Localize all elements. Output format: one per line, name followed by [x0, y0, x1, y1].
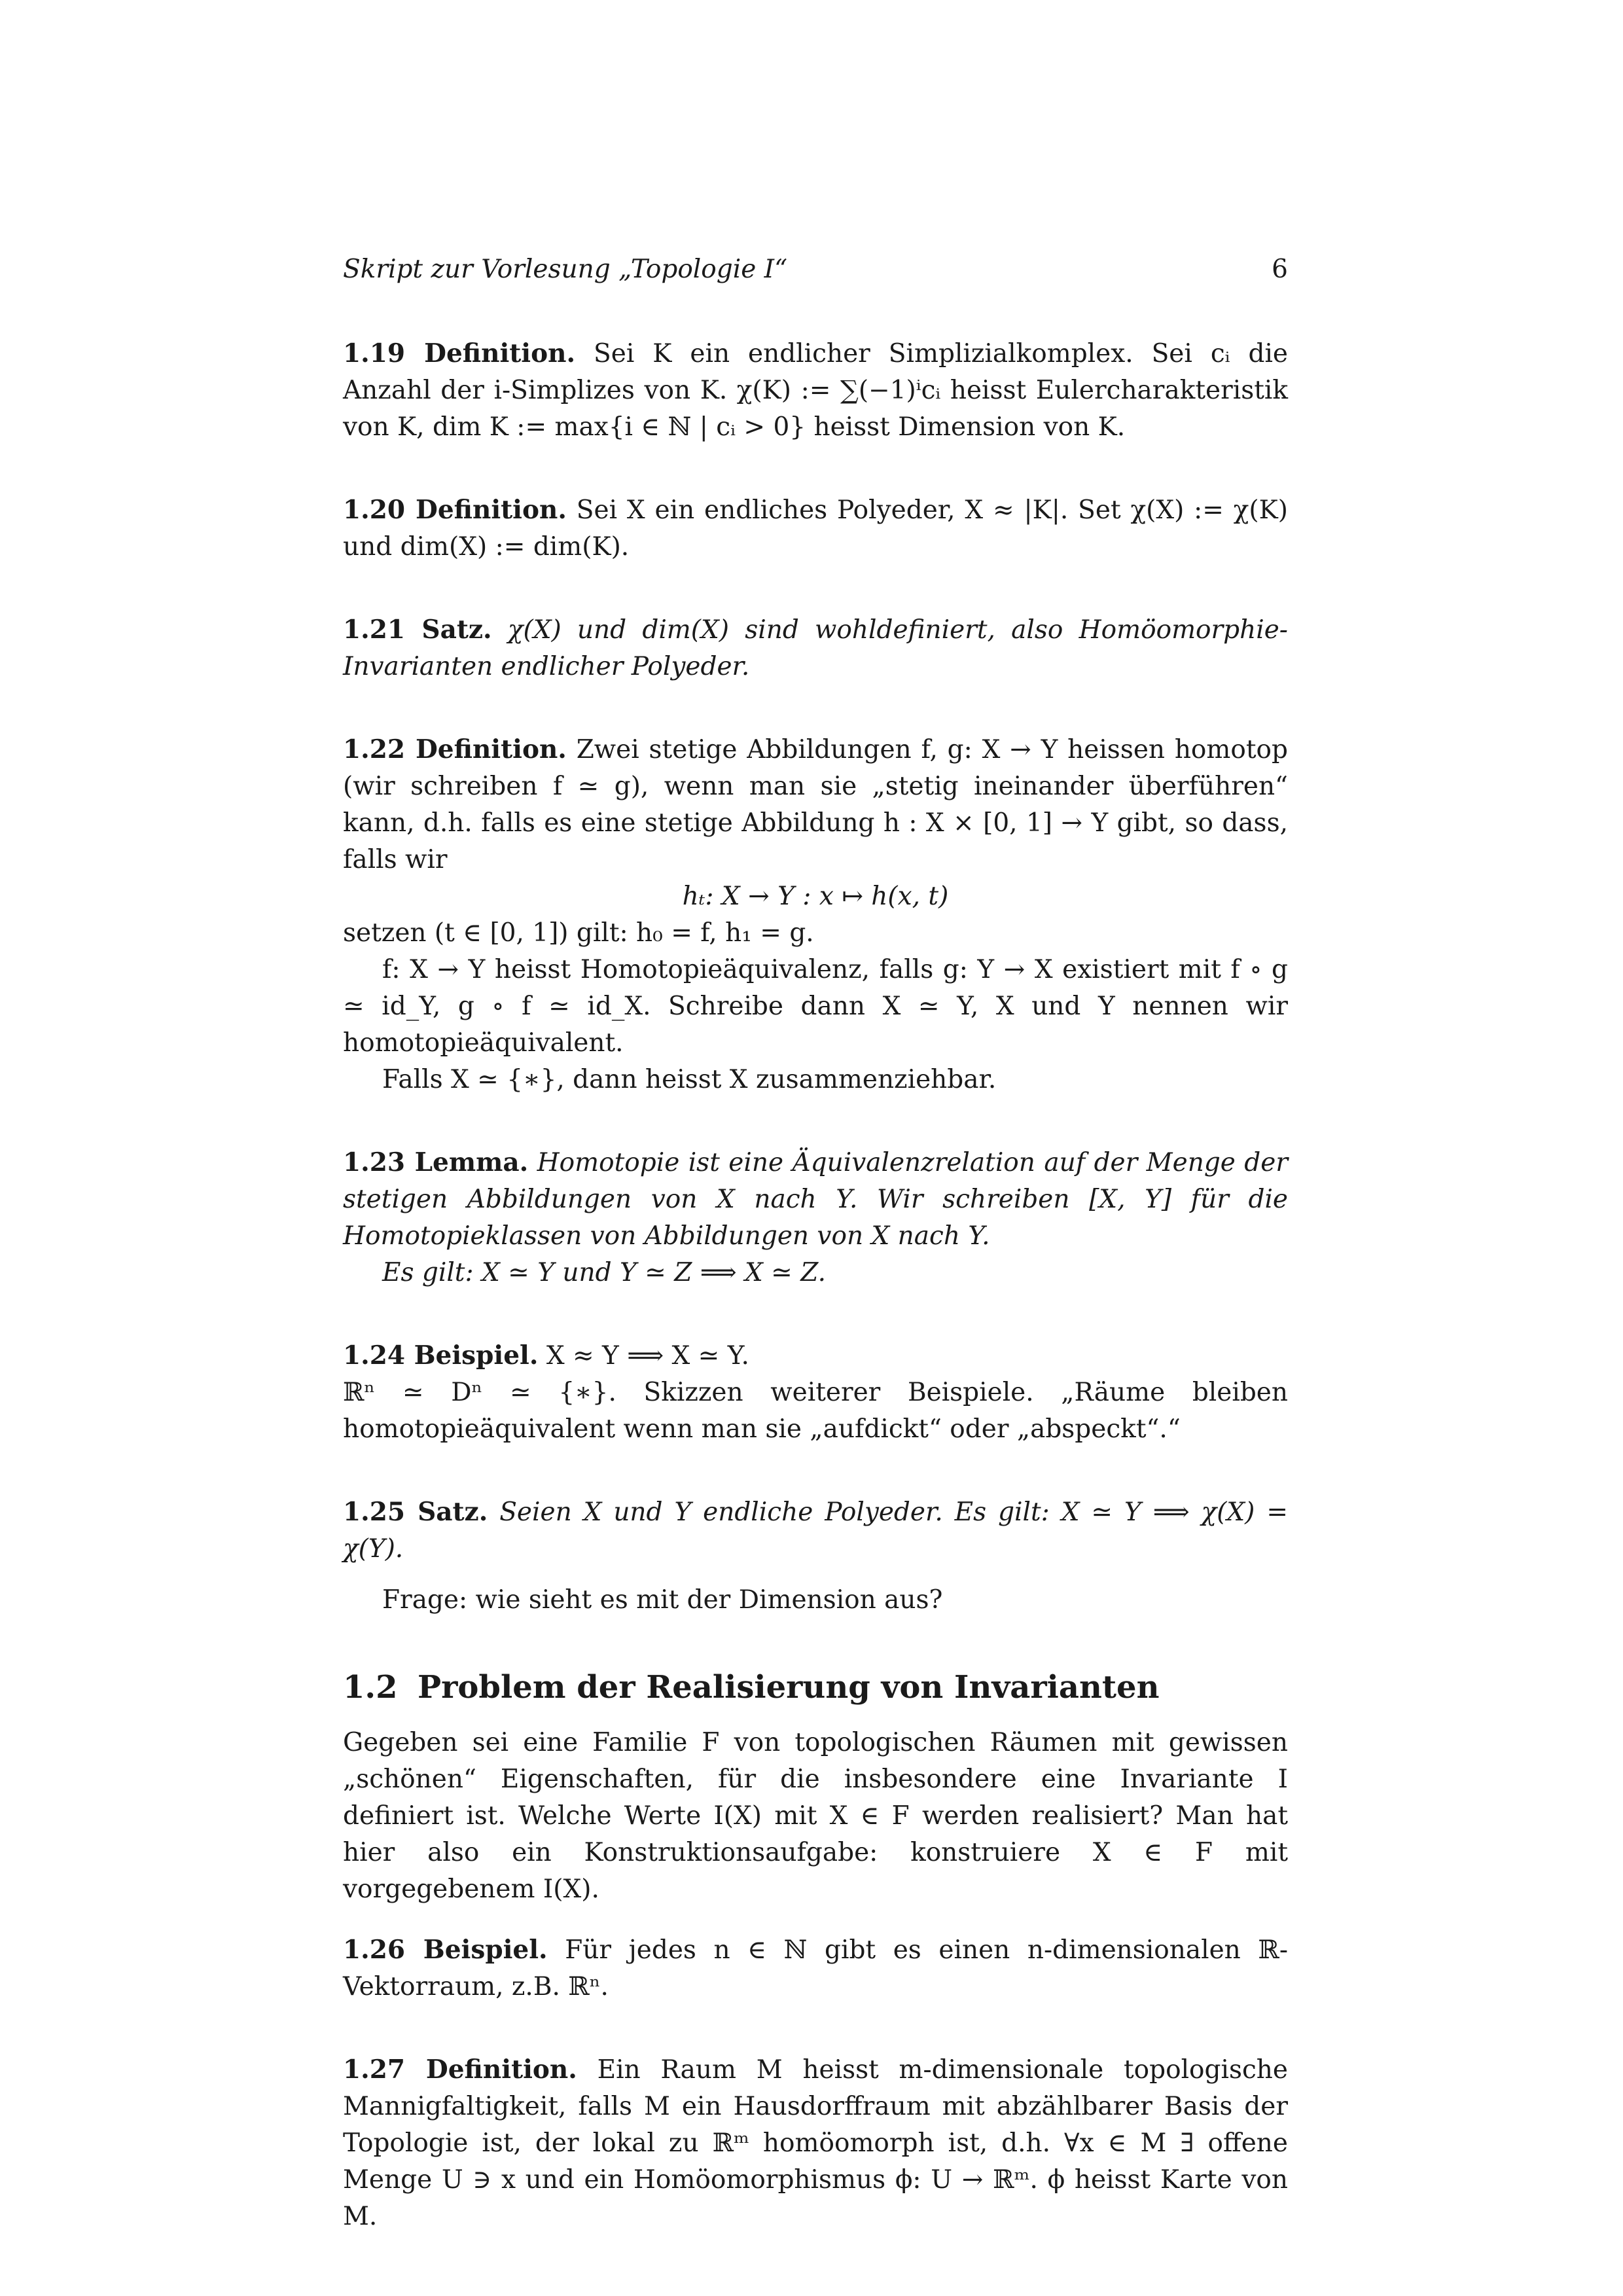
definition-1-22-text: Zwei stetige Abbildungen f, g: X → Y heissen homotop (wir schreiben f ≃ g), wenn man sie „stetig ineinander überführen“ kann, d.h. falls es eine stetige Abbildung h : X × [0, 1] → Y gibt, so dass, falls wir — [343, 735, 1288, 874]
lemma-1-23-para2: Es gilt: X ≃ Y und Y ≃ Z ⟹ X ≃ Z. — [382, 1258, 827, 1287]
beispiel-1-24-para2: ℝⁿ ≃ Dⁿ ≃ {∗}. Skizzen weiterer Beispiele. „Räume bleiben homotopieäquivalent wenn man sie „aufdickt“ oder „abspeckt“.“ — [343, 1378, 1288, 1444]
definition-1-22-para2: f: X → Y heisst Homotopieäquivalenz, falls g: Y → X existiert mit f ∘ g ≃ id_Y, g ∘ f ≃ id_X. Schreibe dann X ≃ Y, X und Y nennen wir homotopieäquivalent. — [343, 955, 1288, 1058]
satz-1-21 — [343, 611, 1288, 685]
definition-1-19-label: 1.19 Definition. — [343, 338, 576, 368]
lemma-1-23-text: Homotopie ist eine Äquivalenzrelation auf der Menge der stetigen Abbildungen von X nach Y. Wir schreiben [X, Y] für die Homotopieklassen von Abbildungen von X nach Y. — [343, 1148, 1288, 1251]
satz-1-25-text: Seien X und Y endliche Polyeder. Es gilt: X ≃ Y ⟹ χ(X) = χ(Y). — [343, 1498, 1288, 1564]
beispiel-1-24-text: X ≈ Y ⟹ X ≃ Y. — [546, 1341, 749, 1371]
definition-1-20-text: Sei X ein endliches Polyeder, X ≈ |K|. Set χ(X) := χ(K) und dim(X) := dim(K). — [343, 495, 1288, 562]
satz-1-25 — [343, 1494, 1288, 1619]
definition-1-22-label: 1.22 Definition. — [343, 734, 567, 764]
definition-1-22 — [343, 731, 1288, 1098]
definition-1-22-after: setzen (t ∈ [0, 1]) gilt: h₀ = f, h₁ = g. — [343, 918, 814, 948]
document-page — [343, 251, 1288, 2281]
definition-1-19 — [343, 335, 1288, 446]
page-number: 6 — [1272, 255, 1288, 284]
definition-1-20-label: 1.20 Definition. — [343, 495, 567, 525]
definition-1-27-label: 1.27 Definition. — [343, 2054, 577, 2085]
lemma-1-23-label: 1.23 Lemma. — [343, 1147, 529, 1177]
beispiel-1-24-label: 1.24 Beispiel. — [343, 1340, 539, 1371]
satz-1-21-text: χ(X) und dim(X) sind wohldefiniert, also Homöomorphie-Invarianten endlicher Polyeder. — [343, 615, 1288, 681]
running-title: Skript zur Vorlesung „Topologie I“ — [343, 255, 788, 284]
beispiel-1-24 — [343, 1337, 1288, 1448]
definition-1-27-text: Ein Raum M heisst m-dimensionale topologische Mannigfaltigkeit, falls M ein Hausdorffraum mit abzählbarer Basis der Topologie ist, der lokal zu ℝᵐ homöomorph ist, d.h. ∀x ∈ M ∃ offene Menge U ∋ x und ein Homöomorphismus ϕ: U → ℝᵐ. ϕ heisst Karte von M. — [343, 2055, 1289, 2231]
definition-1-22-para3: Falls X ≃ {∗}, dann heisst X zusammenziehbar. — [382, 1065, 997, 1094]
definition-1-27 — [343, 2051, 1288, 2235]
satz-1-25-label: 1.25 Satz. — [343, 1497, 488, 1527]
page-header — [343, 251, 1288, 288]
beispiel-1-26 — [343, 1931, 1288, 2005]
section-number: 1.2 — [343, 1669, 398, 1706]
section-1-2-text: Gegeben sei eine Familie F von topologischen Räumen mit gewissen „schönen“ Eigenschaften, für die insbesondere eine Invariante I definiert ist. Welche Werte I(X) mit X ∈ F werden realisiert? Man hat hier also ein Konstruktionsaufgabe: konstruiere X ∈ F mit vorgegebenem I(X). — [343, 1728, 1288, 1904]
definition-1-20 — [343, 492, 1288, 565]
satz-1-25-question: Frage: wie sieht es mit der Dimension aus? — [382, 1585, 943, 1615]
section-heading-1-2 — [343, 1664, 1288, 1710]
definition-1-22-formula: hₜ: X → Y : x ↦ h(x, t) — [682, 882, 949, 911]
beispiel-1-26-label: 1.26 Beispiel. — [343, 1935, 548, 1965]
beispiel-1-26-text: Für jedes n ∈ ℕ gibt es einen n-dimensionalen ℝ-Vektorraum, z.B. ℝⁿ. — [343, 1935, 1289, 2001]
section-1-2-intro — [343, 1725, 1288, 1908]
section-title: Problem der Realisierung von Invarianten — [418, 1669, 1160, 1706]
lemma-1-23 — [343, 1144, 1288, 1291]
definition-1-19-text: Sei K ein endlicher Simplizialkomplex. Sei cᵢ die Anzahl der i-Simplizes von K. χ(K) := ∑(−1)ⁱcᵢ heisst Eulercharakteristik von K, dim K := max{i ∈ ℕ | cᵢ > 0} heisst Dimension von K. — [343, 339, 1288, 442]
satz-1-21-label: 1.21 Satz. — [343, 615, 492, 645]
